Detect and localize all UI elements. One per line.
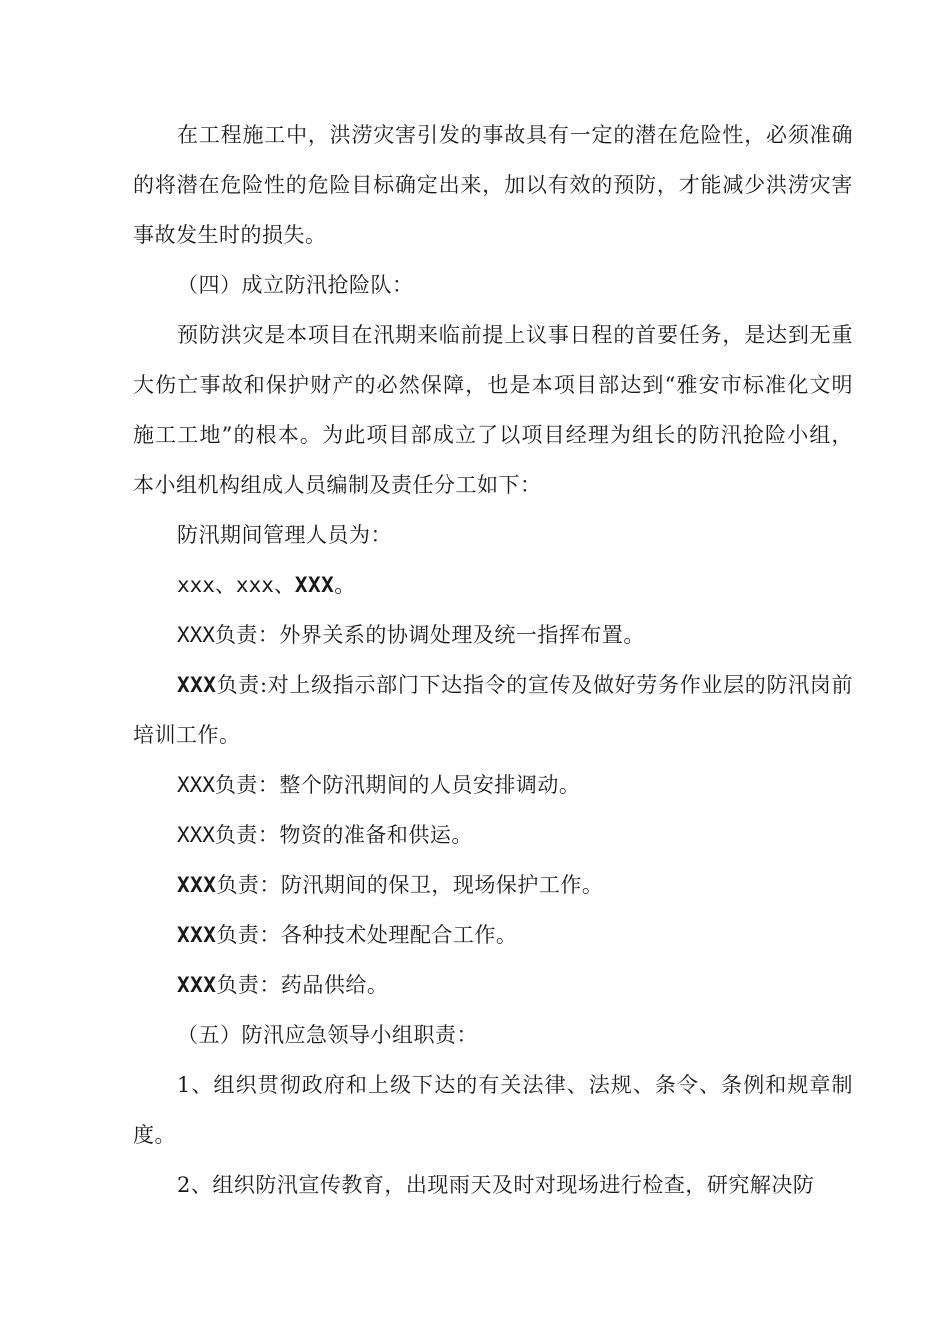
duty-text: 负责：外界关系的协调处理及统一指挥布置。 [214, 623, 645, 647]
duty-text: 负责：药品供给。 [216, 973, 389, 997]
duty-person: XXX [177, 823, 215, 847]
duty-security [133, 860, 853, 910]
duty-person: XXX [177, 623, 215, 647]
duty-training [133, 660, 853, 760]
duty-personnel-scheduling [133, 760, 853, 810]
duty-medicine [133, 960, 853, 1010]
responsibility-item-2: 2、组织防汛宣传教育，出现雨天及时对现场进行检查，研究解决防 [177, 1173, 815, 1197]
duty-text: 负责：各种技术处理配合工作。 [216, 923, 518, 947]
paragraph-flood-prevention: 预防洪灾是本项目在汛期来临前提上议事日程的首要任务，是达到无重大伤亡事故和保护财产的必然保障，也是本项目部达到“雅安市标准化文明施工工地”的根本。为此项目部成立了以项目经理为组长的防汛抢险小组，本小组机构组成人员编制及责任分工如下： [133, 323, 853, 497]
duty-person: XXX [177, 873, 217, 897]
heading-section-four: （四）成立防汛抢险队： [177, 273, 414, 297]
duty-text: 负责：物资的准备和供运。 [214, 823, 473, 847]
duty-person: XXX [177, 673, 217, 697]
paragraph-hazard-intro: 在工程施工中，洪涝灾害引发的事故具有一定的潜在危险性，必须准确的将潜在危险性的危险目标确定出来，加以有效的预防，才能减少洪涝灾害事故发生时的损失。 [133, 123, 853, 247]
responsibility-item-1: 1、组织贯彻政府和上级下达的有关法律、法规、条令、条例和规章制度。 [133, 1073, 853, 1147]
duty-text: 负责：整个防汛期间的人员安排调动。 [214, 773, 581, 797]
heading-section-five: （五）防汛应急领导小组职责： [177, 1023, 478, 1047]
duty-person: XXX [177, 923, 217, 947]
staff-name-bold: XXX [294, 573, 335, 597]
duty-text: 负责:对上级指示部门下达指令的宣传及做好劳务作业层的防汛岗前培训工作。 [133, 673, 853, 747]
duty-external-relations [133, 610, 853, 660]
duty-person: XXX [177, 973, 217, 997]
duty-text: 负责：防汛期间的保卫，现场保护工作。 [216, 873, 604, 897]
paragraph-management-staff: 防汛期间管理人员为： [177, 523, 392, 547]
duty-technical [133, 910, 853, 960]
staff-names-end: 。 [334, 573, 356, 597]
duty-person: XXX [177, 773, 215, 797]
staff-names-plain: xxx、xxx、 [177, 573, 295, 597]
paragraph-staff-names [133, 560, 853, 610]
duty-materials [133, 810, 853, 860]
